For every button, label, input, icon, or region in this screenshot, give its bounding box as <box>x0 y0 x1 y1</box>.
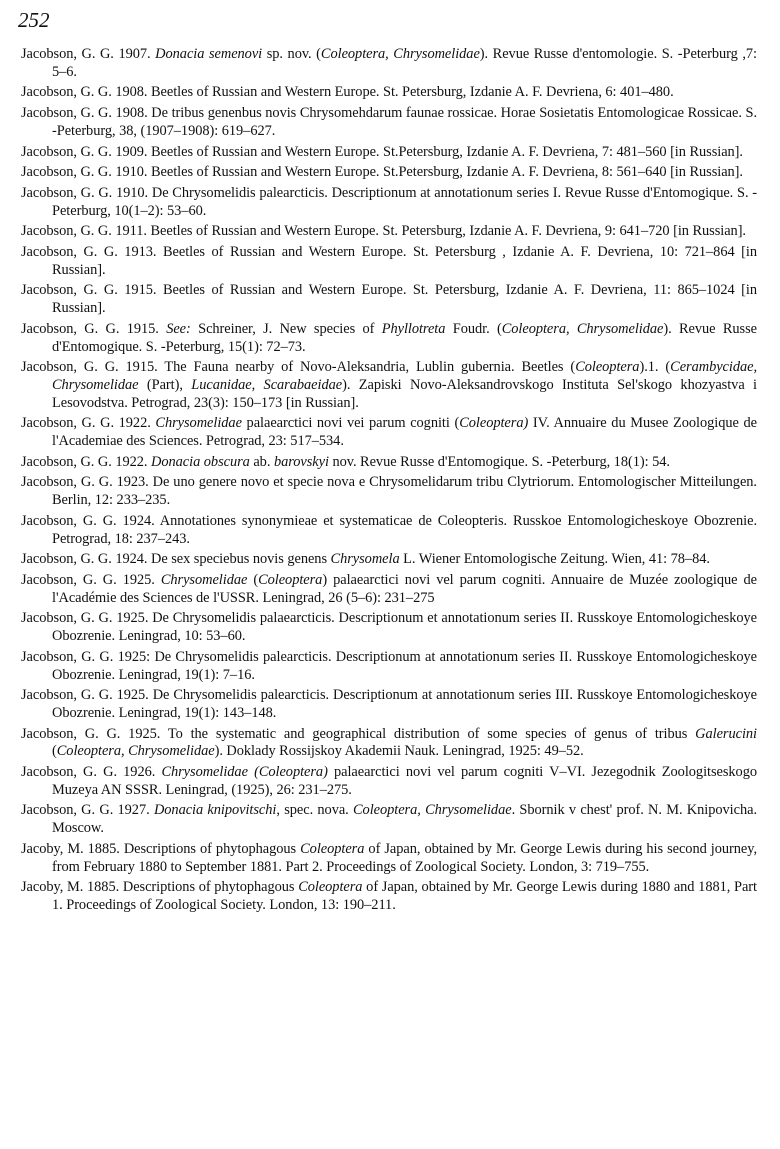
reference-text: Jacobson, G. G. 1922. <box>21 453 152 470</box>
reference-text: Jacobson, G. G. 1925: De Chrysomelidis palearcticis. Descriptionum at annotationum series II. Russkoye Entomologicheskoye Obozrenie. Leningrad, 19(1): 7–16. <box>21 648 757 683</box>
reference-text: Jacobson, G. G. 1925. <box>21 571 161 588</box>
reference-text: Jacobson, G. G. 1915. The Fauna nearby of Novo-Aleksandria, Lublin gubernia. Beetles ( <box>21 359 576 376</box>
reference-text: Jacobson, G. G. 1911. Beetles of Russian and Western Europe. St. Petersburg, Izdanie A. F. Devriena, 9: 641–720 [in Russian]. <box>21 223 746 240</box>
reference-italic-text: Coleoptera, Chrysomelidae <box>353 802 512 819</box>
reference-entry <box>21 282 757 317</box>
reference-text: Jacobson, G. G. 1909. Beetles of Russian and Western Europe. St.Petersburg, Izdanie A. F. Devriena, 7: 481–560 [in Russian]. <box>21 143 743 160</box>
reference-entry <box>21 610 757 645</box>
reference-entry <box>21 321 757 356</box>
reference-italic-text: Chrysomela <box>330 551 400 568</box>
reference-text: Foudr. ( <box>445 320 502 337</box>
reference-italic-text: Cerambycidae, Chrysomelidae <box>52 359 758 393</box>
reference-italic-text: Coleoptera <box>258 571 323 588</box>
reference-entry <box>21 879 757 914</box>
reference-text: palaearctici novi vel parum cogniti V–VI. Jezegodnik Zoologitseskogo Muzeya AN SSSR. Leningrad, (1925), 26: 231–275. <box>52 764 757 798</box>
reference-text: of Japan, obtained by Mr. George Lewis during 1880 and 1881, Part 1. Proceedings of Zoological Society. London, 13: 190–211. <box>52 879 758 913</box>
reference-italic-text: Lucanidae, Scarabaeidae <box>191 376 343 393</box>
reference-text: of Japan, obtained by Mr. George Lewis during his second journey, from February 1880 to September 1881. Part 2. Proceedings of Zoological Society. London, 3: 719–755. <box>52 840 757 875</box>
reference-entry <box>21 841 757 876</box>
reference-text: Jacobson, G. G. 1924. Annotationes synonymieae et systematicae de Coleopteris. Russkoe Entomologicheskoye Obozrenie. Petrograd, 18: 237–243. <box>21 512 757 547</box>
reference-entry <box>21 551 757 569</box>
reference-italic-text: Galerucini <box>695 725 757 742</box>
reference-text: Jacobson, G. G. 1915. Beetles of Russian and Western Europe. St. Petersburg, Izdanie A. F. Devriena, 11: 865–1024 [in Russian]. <box>21 282 757 317</box>
reference-italic-text: Coleoptera, Chrysomelidae <box>56 743 215 760</box>
reference-italic-text: Coleoptera <box>298 879 363 896</box>
reference-entry <box>21 105 757 140</box>
reference-text: Jacobson, G. G. 1925. De Chrysomelidis palaearcticis. Descriptionum et annotationum series II. Russkoye Entomologicheskoye Obozrenie. Leningrad, 10: 53–60. <box>21 610 757 645</box>
reference-entry <box>21 513 757 548</box>
reference-text: ) palaearctici novi vel parum cogniti. Annuaire de Muzée zoologique de l'Académie des Sciences de l'USSR. Leningrad, 26 (5–6): 231–275 <box>52 571 757 606</box>
reference-entry <box>21 223 757 241</box>
reference-text: Jacobson, G. G. 1925. De Chrysomelidis palearcticis. Descriptionum at annotationum series III. Russkoye Entomologicheskoye Obozrenie. Leningrad, 19(1): 143–148. <box>21 687 757 721</box>
reference-italic-text: Coleoptera <box>575 359 640 376</box>
reference-entry <box>21 144 757 162</box>
reference-italic-text: Coleoptera) <box>459 415 529 432</box>
reference-italic-text: Donacia obscura <box>151 453 250 470</box>
reference-text: Jacobson, G. G. 1923. De uno genere novo et specie nova e Chrysomelidarum tribu Clytriorum. Entomologischer Mitteilungen. Berlin, 12: 233–235. <box>21 474 757 509</box>
reference-italic-text: Chrysomelidae (Coleoptera) <box>161 764 328 781</box>
reference-italic-text: Donacia knipovitschi <box>153 802 277 819</box>
reference-entry <box>21 649 757 684</box>
reference-italic-text: Chrysomelidae <box>155 415 242 432</box>
reference-text: Jacobson, G. G. 1908. De tribus genenbus novis Chrysomehdarum faunae rossicae. Horae Sosietatis Entomologicae Rossicae. S. -Peterburg, 38, (1907–1908): 619–627. <box>21 105 757 139</box>
reference-text: Jacobson, G. G. 1907. <box>21 46 156 62</box>
reference-italic-text: Coleoptera, Chrysomelidae <box>320 46 480 62</box>
reference-text: ). Doklady Rossijskoy Akademii Nauk. Leningrad, 1925: 49–52. <box>214 743 584 760</box>
reference-text: ). Zapiski Novo-Aleksandrovskogo Instituta Sel'skogo khozyastva i Lesovodstva. Petrograd, 23(3): 150–173 [in Russian]. <box>52 376 758 411</box>
reference-entry <box>21 474 757 509</box>
reference-text: Jacoby, M. 1885. Descriptions of phytophagous <box>21 879 299 896</box>
reference-entry <box>21 726 757 761</box>
reference-text: Jacobson, G. G. 1913. Beetles of Russian and Western Europe. St. Petersburg , Izdanie A. F. Devriena, 10: 721–864 [in Russian]. <box>21 244 757 278</box>
reference-text: Jacobson, G. G. 1908. Beetles of Russian and Western Europe. St. Petersburg, Izdanie A. F. Devriena, 6: 401–480. <box>21 84 674 101</box>
reference-text: palaearctici novi vei parum cogniti ( <box>241 415 460 432</box>
reference-entry <box>21 46 757 81</box>
reference-entry <box>21 572 757 607</box>
reference-entry <box>21 415 757 450</box>
reference-text: nov. Revue Russe d'Entomogique. S. -Peterburg, 18(1): 54. <box>328 453 670 470</box>
reference-text: Jacobson, G. G. 1925. To the systematic and geographical distribution of some species of genus of tribus <box>21 725 696 742</box>
reference-text: L. Wiener Entomologische Zeitung. Wien, 41: 78–84. <box>399 551 710 568</box>
reference-text: Jacobson, G. G. 1927. <box>21 802 154 819</box>
reference-text: IV. Annuaire du Musee Zoologique de l'Academiae des Sciences. Petrograd, 23: 517–534. <box>52 415 757 450</box>
reference-text: ( <box>52 743 57 760</box>
reference-text: ). Revue Russe d'Entomogique. S. -Peterburg, 15(1): 72–73. <box>52 320 757 355</box>
reference-entry <box>21 164 757 182</box>
reference-italic-text: Chrysomelidae <box>160 571 248 588</box>
reference-text: (Part), <box>138 376 192 393</box>
reference-entry <box>21 244 757 279</box>
reference-text: Jacoby, M. 1885. Descriptions of phytophagous <box>21 840 301 857</box>
reference-entry <box>21 454 757 472</box>
reference-text: Jacobson, G. G. 1915. <box>21 320 167 337</box>
reference-entry <box>21 359 757 412</box>
reference-entry <box>21 764 757 799</box>
reference-entry <box>21 185 757 220</box>
reference-text: , spec. nova. <box>276 802 353 819</box>
page-number: 252 <box>18 8 50 32</box>
reference-list <box>21 46 757 918</box>
reference-entry <box>21 84 757 102</box>
reference-text: Jacobson, G. G. 1924. De sex speciebus novis genens <box>21 551 331 568</box>
reference-italic-text: Phyllotreta <box>381 320 446 337</box>
reference-text: ).1. ( <box>639 359 671 376</box>
reference-text: Jacobson, G. G. 1910. Beetles of Russian and Western Europe. St.Petersburg, Izdanie A. F. Devriena, 8: 561–640 [in Russian]. <box>21 164 743 181</box>
reference-text: . Sbornik v chest' prof. N. M. Knipovicha. Moscow. <box>52 802 757 837</box>
reference-entry <box>21 802 757 837</box>
reference-entry <box>21 687 757 722</box>
reference-text: ). Revue Russe d'entomologie. S. -Peterburg ,7: 5–6. <box>52 46 758 80</box>
reference-text: ( <box>247 571 259 588</box>
reference-text: Schreiner, J. New species of <box>190 320 382 337</box>
reference-italic-text: Coleoptera <box>300 840 365 857</box>
reference-italic-text: See: <box>166 320 191 337</box>
reference-text: Jacobson, G. G. 1922. <box>21 415 156 432</box>
reference-italic-text: Donacia semenovi <box>155 46 263 62</box>
reference-text: Jacobson, G. G. 1910. De Chrysomelidis palearcticis. Descriptionum at annotationum series I. Revue Russe d'Entomogique. S. -Peterburg, 10(1–2): 53–60. <box>21 184 757 219</box>
reference-italic-text: barovskyi <box>273 453 329 470</box>
reference-text: ab. <box>249 453 274 470</box>
reference-text: sp. nov. ( <box>262 46 321 62</box>
reference-italic-text: Coleoptera, Chrysomelidae <box>501 320 664 337</box>
reference-text: Jacobson, G. G. 1926. <box>21 764 162 781</box>
